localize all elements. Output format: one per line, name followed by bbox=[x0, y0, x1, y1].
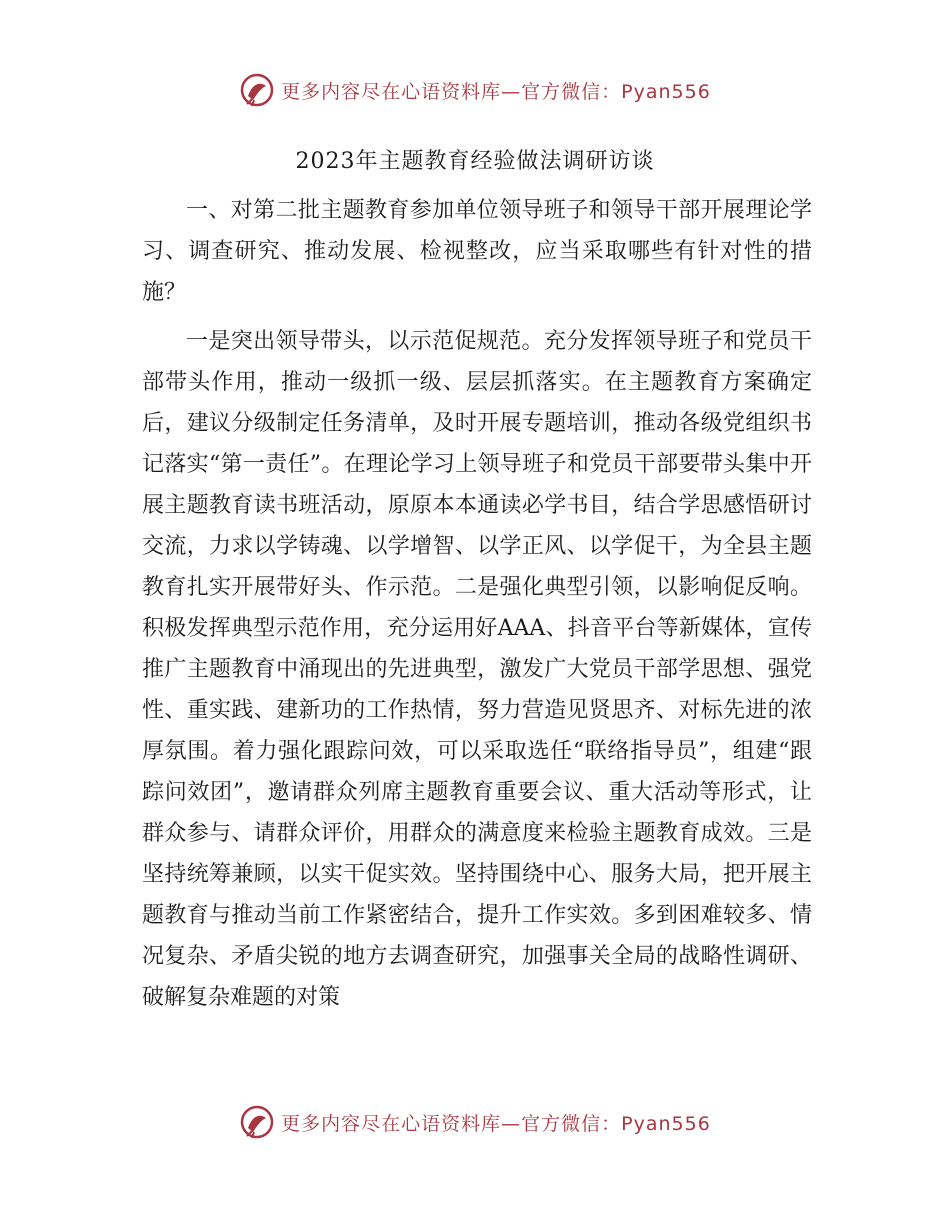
question-paragraph: 一、对第二批主题教育参加单位领导班子和领导干部开展理论学习、调查研究、推动发展、检视整改，应当采取哪些有针对性的措施？ bbox=[142, 198, 812, 305]
watermark-text: 更多内容尽在心语资料库—官方微信：Pyan556 bbox=[281, 80, 711, 103]
ribbon-logo-icon bbox=[239, 72, 275, 108]
ribbon-logo-icon bbox=[239, 1104, 275, 1140]
document-body bbox=[142, 190, 812, 1018]
watermark-banner-top bbox=[0, 70, 950, 110]
watermark-banner-bottom bbox=[0, 1102, 950, 1142]
watermark-text: 更多内容尽在心语资料库—官方微信：Pyan556 bbox=[281, 1112, 711, 1135]
answer-paragraph: 一是突出领导带头，以示范促规范。充分发挥领导班子和党员干部带头作用，推动一级抓一级、层层抓落实。在主题教育方案确定后，建议分级制定任务清单，及时开展专题培训，推动各级党组织书记落实“第一责任”。在理论学习上领导班子和党员干部要带头集中开展主题教育读书班活动，原原本本通读必学书目，结合学思感悟研讨交流，力求以学铸魂、以学增智、以学正风、以学促干，为全县主题教育扎实开展带好头、作示范。二是强化典型引领，以影响促反响。积极发挥典型示范作用，充分运用好AAA、抖音平台等新媒体，宣传推广主题教育中涌现出的先进典型，激发广大党员干部学思想、强党性、重实践、建新功的工作热情，努力营造见贤思齐、对标先进的浓厚氛围。着力强化跟踪问效，可以采取选任“联络指导员”，组建“跟踪问效团”，邀请群众列席主题教育重要会议、重大活动等形式，让群众参与、请群众评价，用群众的满意度来检验主题教育成效。三是坚持统筹兼顾，以实干促实效。坚持围绕中心、服务大局，把开展主题教育与推动当前工作紧密结合，提升工作实效。多到困难较多、情况复杂、矛盾尖锐的地方去调查研究，加强事关全局的战略性调研、破解复杂难题的对策 bbox=[142, 329, 812, 1010]
document-title: 2023年主题教育经验做法调研访谈 bbox=[295, 149, 655, 174]
